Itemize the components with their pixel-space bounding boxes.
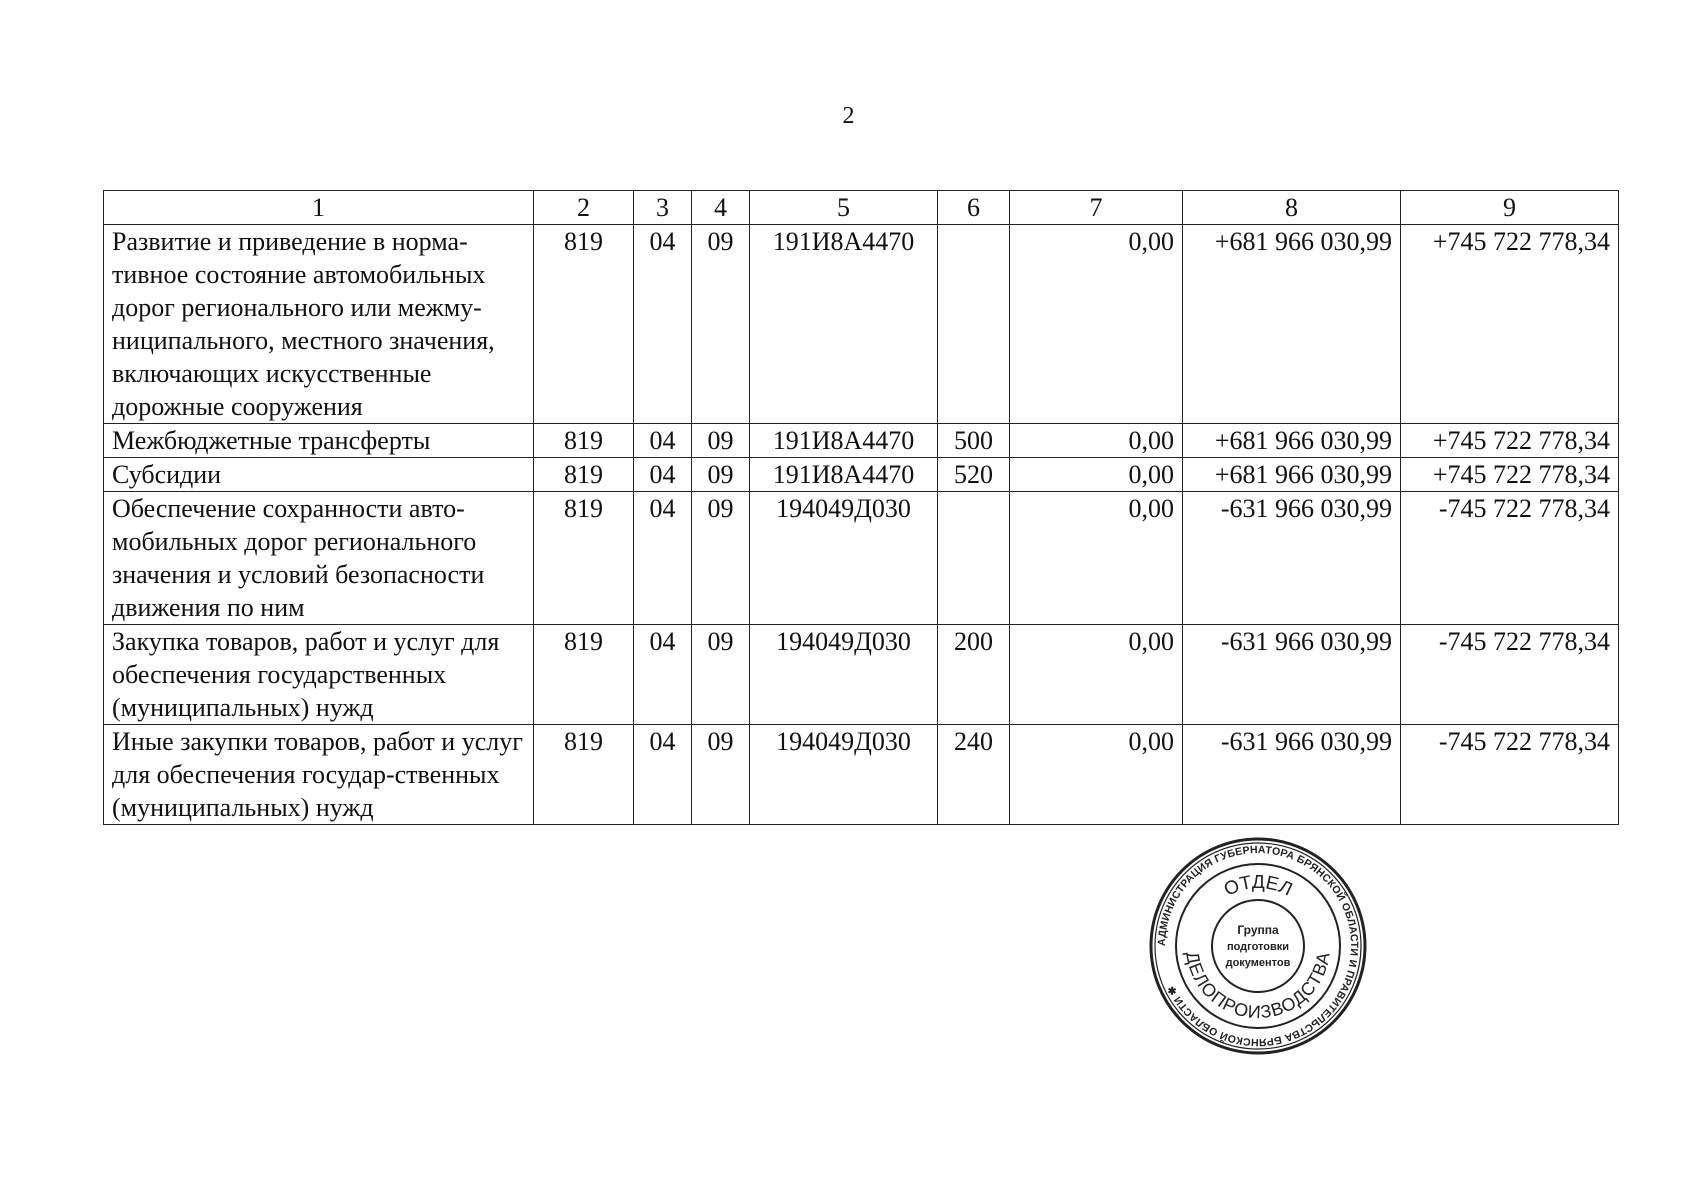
header-row: [104, 191, 1619, 225]
section-code: 04: [634, 625, 692, 725]
expense-name: Развитие и приведение в норма-тивное состояние автомобильных дорог регионального или межму-ниципального, местного значения, включающих искусственные дорожные сооружения: [104, 225, 534, 424]
table-row: [104, 492, 1619, 625]
subsection-code: 09: [692, 492, 750, 625]
column-header: 3: [634, 191, 692, 225]
table-row: [104, 725, 1619, 825]
amount-col7: 0,00: [1010, 725, 1183, 825]
stamp-top-text: [1221, 872, 1295, 901]
expense-name: Обеспечение сохранности авто-мобильных дорог регионального значения и условий безопасности движения по ним: [104, 492, 534, 625]
expense-type-code: 200: [938, 625, 1010, 725]
column-header: 7: [1010, 191, 1183, 225]
column-header: 9: [1401, 191, 1619, 225]
expense-type-code: 520: [938, 458, 1010, 492]
page-number: 2: [842, 103, 855, 129]
amount-col7: 0,00: [1010, 458, 1183, 492]
subsection-code: 09: [692, 225, 750, 424]
section-code: 04: [634, 492, 692, 625]
section-code: 04: [634, 225, 692, 424]
expense-type-code: 500: [938, 424, 1010, 458]
column-header: 2: [534, 191, 634, 225]
table-row: [104, 225, 1619, 424]
amount-col9: -745 722 778,34: [1401, 492, 1619, 625]
amount-col8: -631 966 030,99: [1183, 492, 1401, 625]
amount-col9: -745 722 778,34: [1401, 625, 1619, 725]
amount-col8: -631 966 030,99: [1183, 725, 1401, 825]
ministry-code: 819: [534, 458, 634, 492]
expense-name: Межбюджетные трансферты: [104, 424, 534, 458]
target-article-code: 194049Д030: [750, 725, 938, 825]
section-code: 04: [634, 725, 692, 825]
table-row: [104, 458, 1619, 492]
amount-col8: -631 966 030,99: [1183, 625, 1401, 725]
target-article-code: 194049Д030: [750, 625, 938, 725]
amount-col9: +745 722 778,34: [1401, 424, 1619, 458]
amount-col7: 0,00: [1010, 625, 1183, 725]
ministry-code: 819: [534, 225, 634, 424]
ministry-code: 819: [534, 424, 634, 458]
amount-col7: 0,00: [1010, 492, 1183, 625]
stamp-center-line1: Группа: [1237, 923, 1279, 937]
amount-col7: 0,00: [1010, 225, 1183, 424]
stamp-center-line3: документов: [1225, 957, 1291, 969]
amount-col9: -745 722 778,34: [1401, 725, 1619, 825]
subsection-code: 09: [692, 625, 750, 725]
amount-col8: +681 966 030,99: [1183, 225, 1401, 424]
expense-type-code: [938, 225, 1010, 424]
stamp-center-line2: подготовки: [1226, 941, 1290, 953]
expense-type-code: [938, 492, 1010, 625]
table-row: [104, 424, 1619, 458]
table-row: [104, 625, 1619, 725]
amount-col8: +681 966 030,99: [1183, 424, 1401, 458]
target-article-code: 194049Д030: [750, 492, 938, 625]
target-article-code: 191И8А4470: [750, 225, 938, 424]
section-code: 04: [634, 424, 692, 458]
target-article-code: 191И8А4470: [750, 458, 938, 492]
stamp-bottom-textpath: ДЕЛОПРОИЗВОДСТВА: [1182, 949, 1334, 1023]
ministry-code: 819: [534, 492, 634, 625]
expense-type-code: 240: [938, 725, 1010, 825]
column-header: 1: [104, 191, 534, 225]
amount-col9: +745 722 778,34: [1401, 458, 1619, 492]
amount-col8: +681 966 030,99: [1183, 458, 1401, 492]
budget-table: [103, 190, 1619, 825]
expense-name: Закупка товаров, работ и услуг для обеспечения государственных (муниципальных) нужд: [104, 625, 534, 725]
amount-col7: 0,00: [1010, 424, 1183, 458]
ministry-code: 819: [534, 725, 634, 825]
subsection-code: 09: [692, 458, 750, 492]
expense-name: Субсидии: [104, 458, 534, 492]
section-code: 04: [634, 458, 692, 492]
target-article-code: 191И8А4470: [750, 424, 938, 458]
column-header: 4: [692, 191, 750, 225]
official-stamp: [1148, 836, 1368, 1056]
stamp-outer-textpath: АДМИНИСТРАЦИЯ ГУБЕРНАТОРА БРЯНСКОЙ ОБЛАСТИ И ПРАВИТЕЛЬСТВА БРЯНСКОЙ ОБЛАСТИ ✱: [1155, 843, 1361, 1049]
expense-name: Иные закупки товаров, работ и услуг для обеспечения государ-ственных (муниципальных) нужд: [104, 725, 534, 825]
column-header: 6: [938, 191, 1010, 225]
subsection-code: 09: [692, 725, 750, 825]
column-header: 8: [1183, 191, 1401, 225]
column-header: 5: [750, 191, 938, 225]
amount-col9: +745 722 778,34: [1401, 225, 1619, 424]
ministry-code: 819: [534, 625, 634, 725]
stamp-top-textpath: ОТДЕЛ: [1220, 871, 1296, 901]
subsection-code: 09: [692, 424, 750, 458]
